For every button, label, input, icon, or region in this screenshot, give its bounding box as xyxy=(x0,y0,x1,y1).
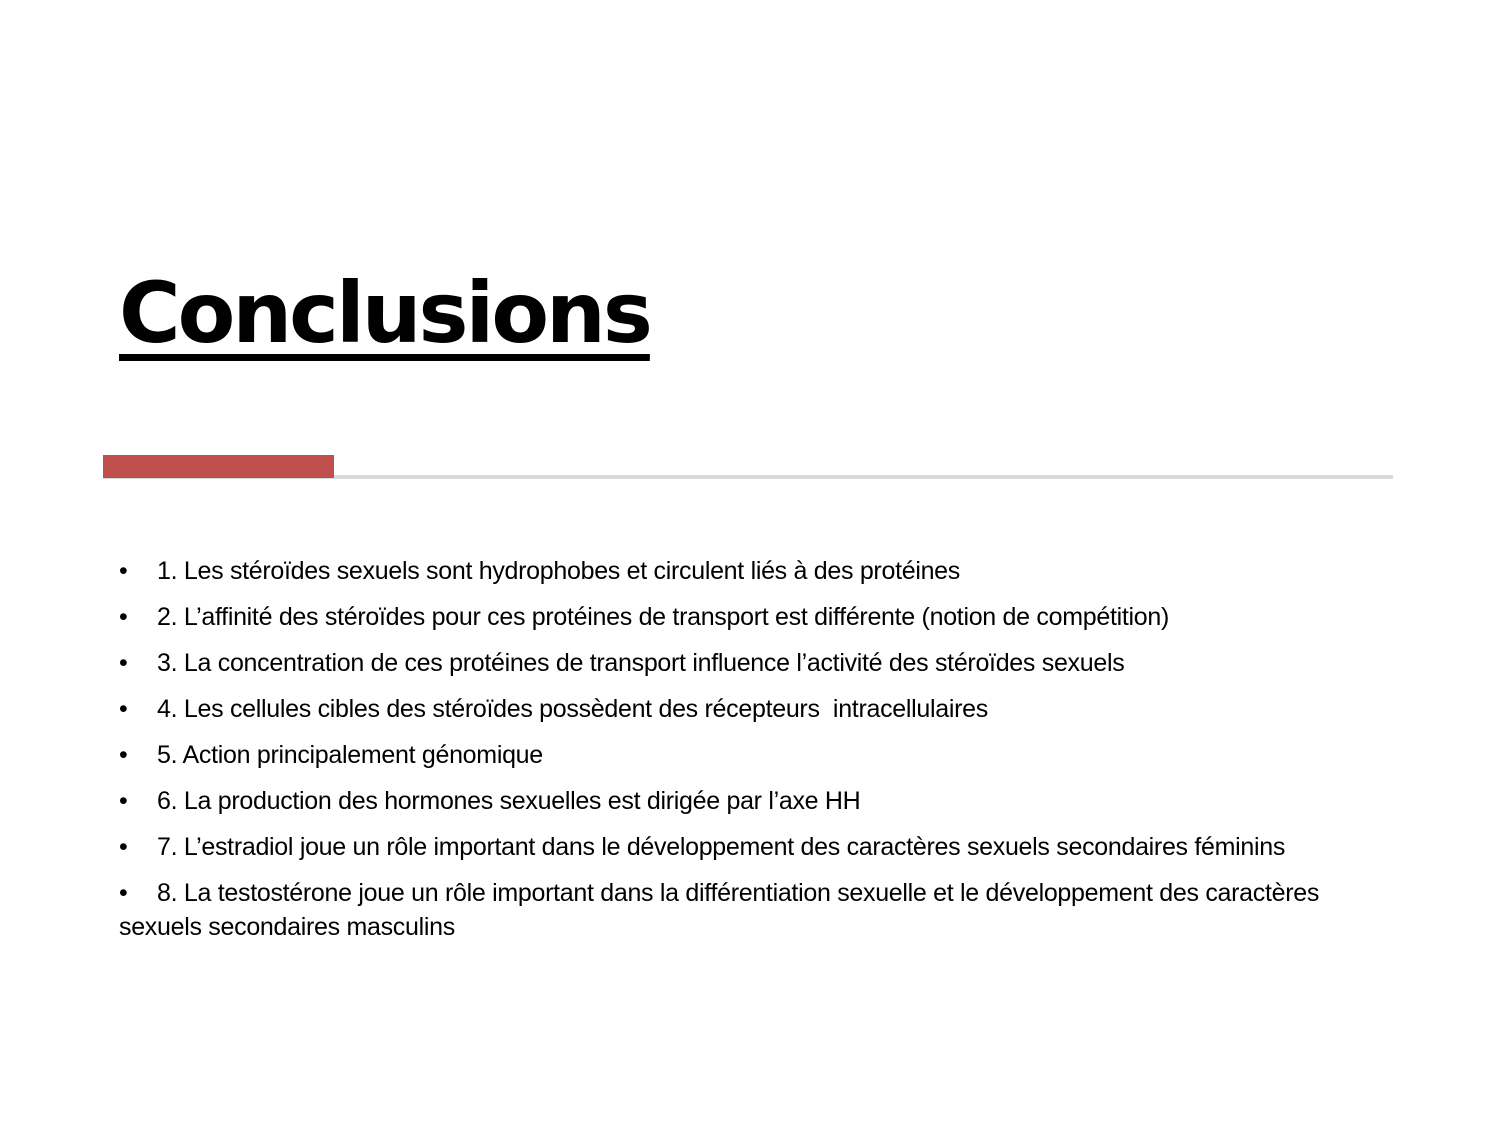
conclusions-list xyxy=(119,554,1379,956)
bullet-icon: • xyxy=(119,603,128,631)
list-item xyxy=(119,738,1379,772)
bullet-icon: • xyxy=(119,557,128,585)
list-item-text: 6. La production des hormones sexuelles est dirigée par l’axe HH xyxy=(157,787,861,815)
list-item-text: 7. L’estradiol joue un rôle important dans le développement des caractères sexuels secondaires féminins xyxy=(157,833,1286,861)
bullet-icon: • xyxy=(119,833,128,861)
bullet-icon: • xyxy=(119,741,128,769)
list-item xyxy=(119,554,1379,588)
bullet-icon: • xyxy=(119,649,128,677)
list-item-text: 1. Les stéroïdes sexuels sont hydrophobes et circulent liés à des protéines xyxy=(157,557,960,585)
title-accent-bar xyxy=(103,455,334,478)
slide-title: Conclusions xyxy=(119,264,650,362)
list-item-text: 8. La testostérone joue un rôle important dans la différentiation sexuelle et le développement des caractères sexuels secondaires masculins xyxy=(119,879,1320,941)
list-item xyxy=(119,830,1379,864)
list-item xyxy=(119,646,1379,680)
list-item xyxy=(119,600,1379,634)
bullet-icon: • xyxy=(119,787,128,815)
list-item-text: 3. La concentration de ces protéines de transport influence l’activité des stéroïdes sexuels xyxy=(157,649,1125,677)
list-item-text: 4. Les cellules cibles des stéroïdes possèdent des récepteurs intracellulaires xyxy=(157,695,988,723)
bullet-icon: • xyxy=(119,695,128,723)
list-item xyxy=(119,692,1379,726)
bullet-icon: • xyxy=(119,879,128,907)
list-item xyxy=(119,784,1379,818)
list-item-text: 2. L’affinité des stéroïdes pour ces protéines de transport est différente (notion de compétition) xyxy=(157,603,1169,631)
list-item-text: 5. Action principalement génomique xyxy=(157,741,543,769)
list-item xyxy=(119,876,1379,944)
